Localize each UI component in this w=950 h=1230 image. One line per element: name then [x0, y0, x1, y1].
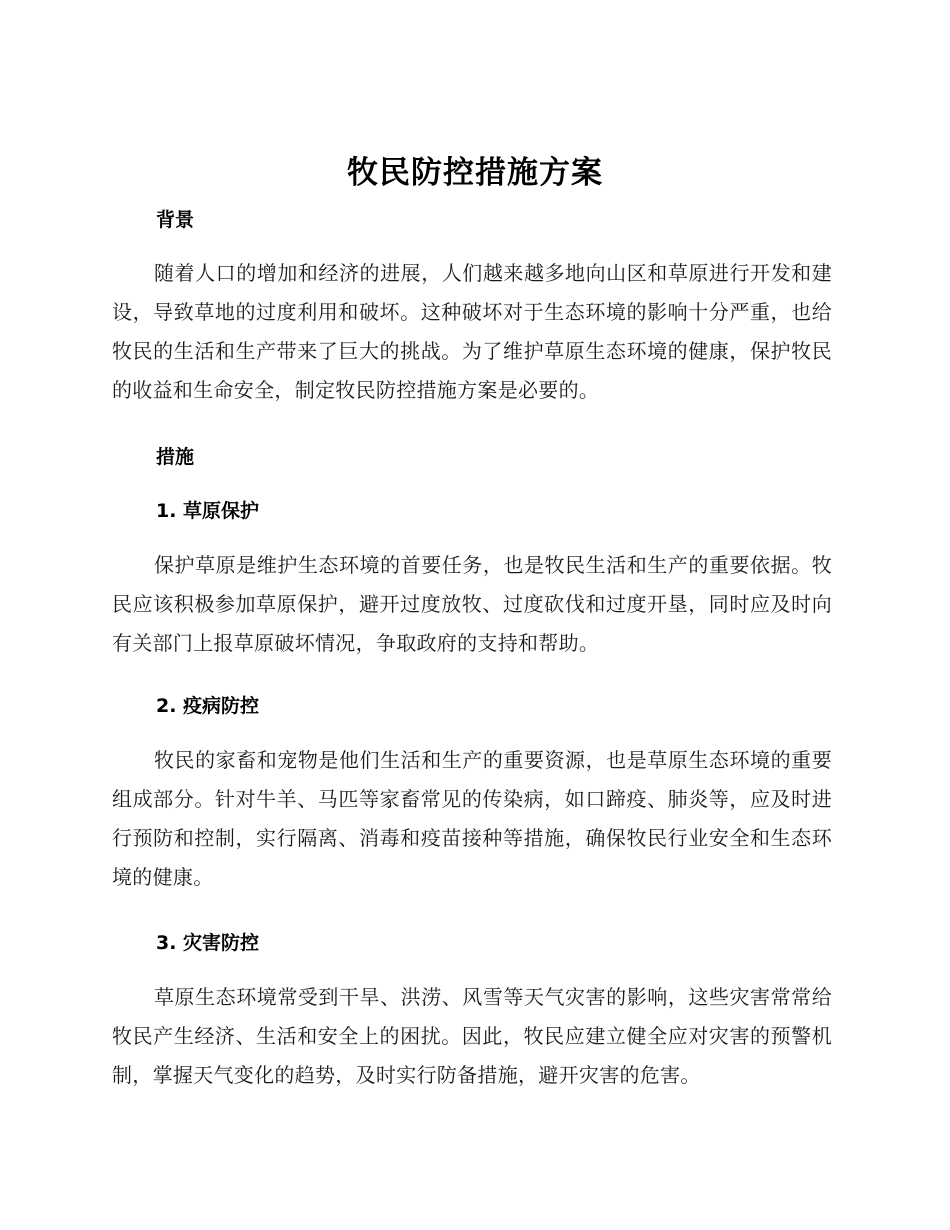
section-paragraph-background: 随着人口的增加和经济的进展，人们越来越多地向山区和草原进行开发和建设，导致草地的过度利用和破坏。这种破坏对于生态环境的影响十分严重，也给牧民的生活和生产带来了巨大的挑战。为了维护草原生态环境的健康，保护牧民的收益和生命安全，制定牧民防控措施方案是必要的。	[112, 261, 832, 402]
section-heading-measures: 措施	[156, 446, 195, 468]
section-paragraph-grassland-protection: 保护草原是维护生态环境的首要任务，也是牧民生活和生产的重要依据。牧民应该积极参加草原保护，避开过度放牧、过度砍伐和过度开垦，同时应及时向有关部门上报草原破坏情况，争取政府的支持和帮助。	[112, 553, 832, 655]
section-heading-background: 背景	[156, 209, 195, 231]
section-paragraph-disaster-control: 草原生态环境常受到干旱、洪涝、风雪等天气灾害的影响，这些灾害常常给牧民产生经济、生活和安全上的困扰。因此，牧民应建立健全应对灾害的预警机制，掌握天气变化的趋势，及时实行防备措施，避开灾害的危害。	[112, 985, 832, 1087]
section-heading-disaster-control: 3. 灾害防控	[156, 932, 260, 954]
section-heading-disease-control: 2. 疫病防控	[156, 695, 260, 717]
section-paragraph-disease-control: 牧民的家畜和宠物是他们生活和生产的重要资源，也是草原生态环境的重要组成部分。针对牛羊、马匹等家畜常见的传染病，如口蹄疫、肺炎等，应及时进行预防和控制，实行隔离、消毒和疫苗接种等措施，确保牧民行业安全和生态环境的健康。	[112, 748, 832, 889]
section-heading-grassland-protection: 1. 草原保护	[156, 500, 260, 522]
document-title: 牧民防控措施方案	[347, 155, 603, 191]
